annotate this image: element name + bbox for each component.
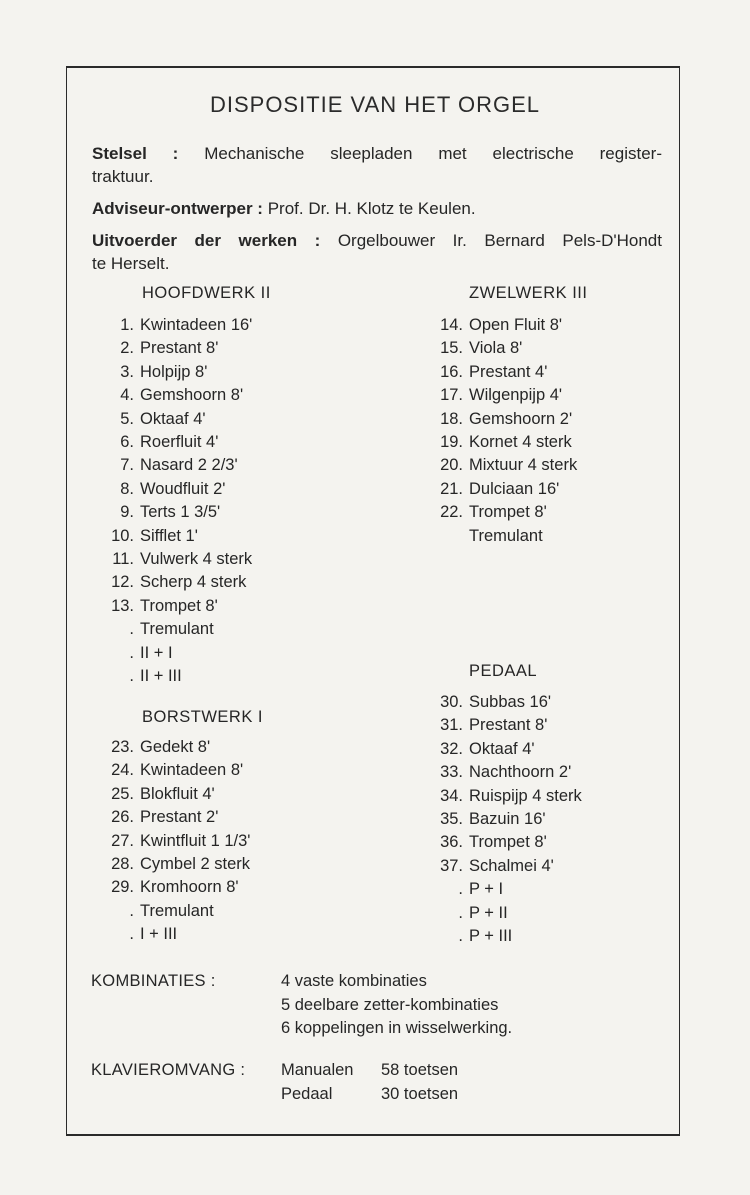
stop-number: . xyxy=(458,903,463,922)
stop-name: Tremulant xyxy=(140,620,214,639)
klavier-value: 30 toetsen xyxy=(381,1084,459,1103)
stop-name: Wilgenpijp 4' xyxy=(469,386,563,405)
stop-number: . xyxy=(458,927,463,946)
klavieromvang-rows xyxy=(281,1059,458,1106)
stop-row xyxy=(433,738,582,761)
klavier-value: 58 toetsen xyxy=(381,1061,459,1079)
borstwerk-heading: BORSTWERK I xyxy=(142,708,264,726)
stop-number: 24. xyxy=(111,761,134,780)
stop-name: Gedekt 8' xyxy=(140,738,211,756)
stop-name: Ruispijp 4 sterk xyxy=(469,786,582,805)
stop-row xyxy=(104,314,252,337)
stelsel-text-cont: traktuur. xyxy=(92,167,154,186)
klavier-row xyxy=(281,1059,458,1083)
stop-name: Gemshoorn 2' xyxy=(469,409,573,428)
stop-number: 10. xyxy=(111,526,134,545)
stop-number: 16. xyxy=(440,362,463,381)
stop-row xyxy=(104,454,252,477)
stop-name: Cymbel 2 sterk xyxy=(140,855,251,874)
stop-row xyxy=(433,384,577,407)
stop-number: 2. xyxy=(120,339,134,358)
stop-number: 30. xyxy=(440,693,463,711)
page-title: DISPOSITIE VAN HET ORGEL xyxy=(209,92,541,117)
stop-name: II + I xyxy=(140,643,173,662)
stop-number: . xyxy=(129,620,134,639)
stop-row xyxy=(104,876,250,899)
adviseur-paragraph xyxy=(92,197,662,220)
stop-row xyxy=(104,337,252,360)
stop-number: . xyxy=(129,643,134,662)
stop-name: P + II xyxy=(469,903,508,922)
pedaal-heading: PEDAAL xyxy=(469,662,538,680)
stop-row xyxy=(104,783,250,806)
stop-number: 14. xyxy=(440,316,463,334)
kombinatie-line: 4 vaste kombinaties xyxy=(281,972,427,990)
stop-number: 34. xyxy=(440,786,463,805)
stop-number: 23. xyxy=(111,738,134,756)
stop-number: . xyxy=(129,901,134,920)
stop-number: 37. xyxy=(440,856,463,875)
stop-row xyxy=(433,925,582,948)
stop-row xyxy=(433,855,582,878)
stop-number: 12. xyxy=(111,573,134,592)
stop-name: Oktaaf 4' xyxy=(140,409,206,428)
stop-name: Gemshoorn 8' xyxy=(140,386,244,405)
stop-name: Prestant 2' xyxy=(140,808,219,827)
stop-number: 7. xyxy=(120,456,134,475)
stop-row xyxy=(433,314,577,337)
stop-number: 36. xyxy=(440,833,463,852)
stop-name: Roerfluit 4' xyxy=(140,433,219,452)
stop-name: Nachthoorn 2' xyxy=(469,763,572,782)
stop-number: 17. xyxy=(440,386,463,405)
stelsel-paragraph xyxy=(92,142,662,188)
stop-row xyxy=(104,595,252,618)
stop-row xyxy=(433,902,582,925)
stop-name: Scherp 4 sterk xyxy=(140,573,247,592)
stop-row xyxy=(433,808,582,831)
stop-row xyxy=(104,361,252,384)
borstwerk-list xyxy=(104,736,250,947)
stop-number: 20. xyxy=(440,456,463,475)
stop-name: Blokfluit 4' xyxy=(140,784,215,803)
stop-row xyxy=(433,478,577,501)
stop-row xyxy=(433,785,582,808)
stop-row xyxy=(104,923,250,946)
stop-name: Trompet 8' xyxy=(469,833,547,852)
stop-name: Trompet 8' xyxy=(469,503,547,522)
kombinaties-lines xyxy=(281,970,512,1041)
stop-row xyxy=(104,830,250,853)
stop-name: Kwintadeen 16' xyxy=(140,316,253,334)
stop-row xyxy=(433,831,582,854)
stop-name: I + III xyxy=(140,925,178,944)
kombinaties-label: KOMBINATIES : xyxy=(91,972,216,990)
kombinatie-line: 5 deelbare zetter-kombinaties xyxy=(281,995,499,1014)
stop-name: Kwintfluit 1 1/3' xyxy=(140,831,251,850)
stop-row xyxy=(433,431,577,454)
stop-row xyxy=(104,642,252,665)
stop-row xyxy=(104,525,252,548)
stop-number: 26. xyxy=(111,808,134,827)
stop-name: Schalmei 4' xyxy=(469,856,554,875)
stop-number: . xyxy=(129,925,134,944)
stop-row xyxy=(104,548,252,571)
stop-number: 3. xyxy=(120,362,134,381)
stop-number: 21. xyxy=(440,479,463,498)
stop-row xyxy=(433,761,582,784)
uitvoerder-label: Uitvoerder der werken : xyxy=(92,231,321,250)
stop-number: 25. xyxy=(111,784,134,803)
stop-name: Viola 8' xyxy=(469,339,523,358)
stop-row xyxy=(433,408,577,431)
stop-name: Mixtuur 4 sterk xyxy=(469,456,578,475)
stop-name: Kwintadeen 8' xyxy=(140,761,244,780)
kombinatie-line: 6 koppelingen in wisselwerking. xyxy=(281,1019,513,1037)
stop-number: 22. xyxy=(440,503,463,522)
stop-number: . xyxy=(129,667,134,686)
stop-row xyxy=(104,759,250,782)
stop-name: Prestant 8' xyxy=(469,716,548,735)
stop-row xyxy=(104,501,252,524)
adviseur-label: Adviseur-ontwerper : xyxy=(92,199,263,218)
stop-name: Subbas 16' xyxy=(469,693,552,711)
stop-row xyxy=(104,431,252,454)
stop-row xyxy=(433,454,577,477)
stop-name: Kromhoorn 8' xyxy=(140,878,239,897)
stop-number: 32. xyxy=(440,739,463,758)
hoofdwerk-list xyxy=(104,314,252,689)
stop-name: P + I xyxy=(469,880,504,899)
klavieromvang-label: KLAVIEROMVANG : xyxy=(91,1061,246,1079)
stop-row xyxy=(104,618,252,641)
stop-name: Bazuin 16' xyxy=(469,810,546,829)
zwelwerk-list xyxy=(433,314,577,548)
stop-name: Dulciaan 16' xyxy=(469,479,560,498)
stop-row xyxy=(104,571,252,594)
stelsel-text: Mechanische sleepladen met electrische register- xyxy=(204,144,662,163)
stop-name: Open Fluit 8' xyxy=(469,316,563,334)
stop-row xyxy=(433,525,577,548)
stop-row xyxy=(433,691,582,714)
adviseur-text: Prof. Dr. H. Klotz te Keulen. xyxy=(267,199,476,218)
stop-name: Tremulant xyxy=(140,901,214,920)
stop-row xyxy=(104,384,252,407)
stelsel-label: Stelsel : xyxy=(92,144,179,163)
stop-number: 4. xyxy=(120,386,134,405)
stop-row xyxy=(104,665,252,688)
stop-row xyxy=(104,900,250,923)
stop-number: 9. xyxy=(120,503,134,522)
stop-name: Woudfluit 2' xyxy=(140,479,226,498)
stop-name: Prestant 8' xyxy=(140,339,219,358)
stop-number: . xyxy=(458,880,463,899)
stop-name: Kornet 4 sterk xyxy=(469,433,572,452)
stop-name: Oktaaf 4' xyxy=(469,739,535,758)
stop-name: Sifflet 1' xyxy=(140,526,198,545)
stop-number: 27. xyxy=(111,831,134,850)
stop-number: 5. xyxy=(120,409,134,428)
stop-row xyxy=(104,806,250,829)
stop-name: Prestant 4' xyxy=(469,362,548,381)
stop-row xyxy=(104,853,250,876)
stop-row xyxy=(433,714,582,737)
stop-number: 35. xyxy=(440,810,463,829)
stop-name: Vulwerk 4 sterk xyxy=(140,550,253,569)
stop-row xyxy=(433,337,577,360)
stop-number: 1. xyxy=(120,316,134,334)
stop-name: Holpijp 8' xyxy=(140,362,208,381)
stop-name: P + III xyxy=(469,927,513,946)
stop-name: Trompet 8' xyxy=(140,596,218,615)
stop-number: 28. xyxy=(111,855,134,874)
hoofdwerk-heading: HOOFDWERK II xyxy=(142,284,271,302)
stop-number: 33. xyxy=(440,763,463,782)
stop-number: 31. xyxy=(440,716,463,735)
klavier-name: Manualen xyxy=(281,1061,354,1079)
stop-number: 18. xyxy=(440,409,463,428)
stop-row xyxy=(104,408,252,431)
klavier-row xyxy=(281,1083,458,1107)
stop-name: II + III xyxy=(140,667,182,686)
pedaal-list xyxy=(433,691,582,948)
stop-number: 11. xyxy=(112,550,134,569)
klavier-name: Pedaal xyxy=(281,1084,333,1103)
uitvoerder-paragraph xyxy=(92,229,662,275)
stop-number: 19. xyxy=(440,433,463,452)
zwelwerk-heading: ZWELWERK III xyxy=(469,284,588,302)
stop-name: Tremulant xyxy=(469,526,543,545)
stop-number: 13. xyxy=(111,596,134,615)
stop-name: Nasard 2 2/3' xyxy=(140,456,238,475)
stop-number: 6. xyxy=(120,433,134,452)
stop-name: Terts 1 3/5' xyxy=(140,503,221,522)
uitvoerder-text: Orgelbouwer Ir. Bernard Pels-D'Hondt xyxy=(337,231,662,250)
stop-row xyxy=(433,501,577,524)
stop-number xyxy=(433,525,463,548)
uitvoerder-text-cont: te Herselt. xyxy=(92,254,170,273)
stop-number: 29. xyxy=(111,878,134,897)
stop-row xyxy=(104,736,250,759)
stop-row xyxy=(433,361,577,384)
stop-row xyxy=(104,478,252,501)
stop-number: 15. xyxy=(440,339,463,358)
stop-number: 8. xyxy=(120,479,134,498)
stop-row xyxy=(433,878,582,901)
